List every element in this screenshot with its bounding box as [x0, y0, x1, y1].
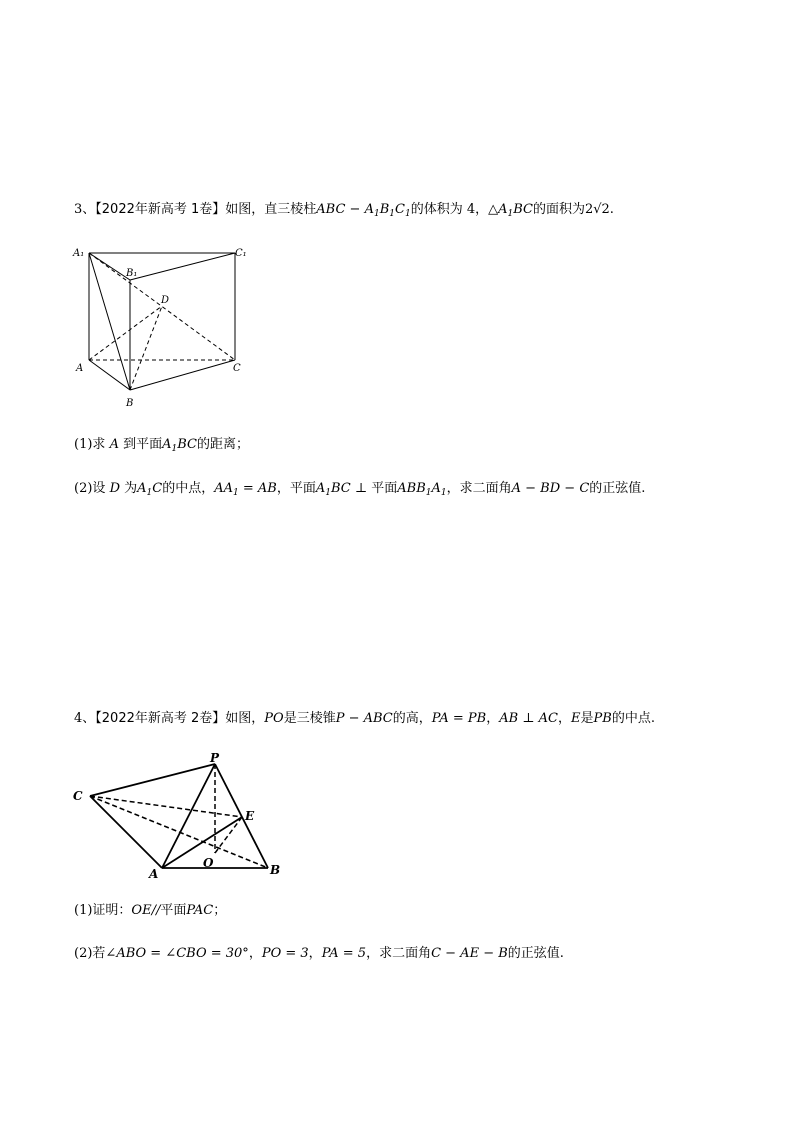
q4-number: 4、: [74, 711, 96, 726]
q4-part2: (2)若∠ABO = ∠CBO = 30°，PO = 3，PA = 5，求二面角C − AE − B的正弦值.: [74, 946, 564, 961]
q4-statement: 4、【2022年新高考 2卷】如图，PO是三棱锥P − ABC的高，PA = PB，AB ⊥ AC，E是PB的中点.: [74, 711, 655, 726]
q3-number: 3、: [74, 202, 96, 217]
q3-area-text: 的面积为2√2.: [532, 202, 614, 217]
q4-source: 【2022年新高考 2卷】: [95, 711, 226, 726]
label-E: E: [245, 809, 255, 823]
q4-pyramid-figure: [70, 750, 290, 885]
label-B: B: [270, 863, 281, 877]
label-A: A: [76, 363, 84, 374]
q3-part2: (2)设 D 为$A_1C$的中点，$AA_1$ = AB，平面$A_1BC$ ⊥ 平面$ABB_1A_1$，求二面角A − BD − C的正弦值.: [74, 481, 646, 498]
q3-triangle: $A_1BC$: [498, 202, 533, 219]
q3-prism-figure: [70, 240, 260, 415]
label-P: P: [210, 751, 220, 765]
label-C: C: [233, 363, 241, 374]
label-B1: B₁: [126, 268, 138, 279]
q3-prism: ABC − $A_1B_1C_1$: [316, 202, 411, 219]
label-A1: A₁: [73, 248, 85, 259]
label-C1: C₁: [235, 248, 247, 259]
q3-intro: 如图，直三棱柱: [225, 202, 317, 217]
label-O: O: [203, 856, 214, 870]
q3-statement: [74, 201, 614, 219]
label-A: A: [149, 867, 159, 881]
q3-volume-text: 的体积为 4，△: [410, 202, 499, 217]
label-C: C: [73, 789, 83, 803]
label-B: B: [126, 398, 134, 409]
label-D: D: [161, 295, 170, 306]
q4-part1: (1)证明：OE//平面PAC；: [74, 903, 227, 918]
q3-source: 【2022年新高考 1卷】: [95, 202, 226, 217]
q3-part1: (1)求 A 到平面$A_1BC$的距离；: [74, 437, 249, 454]
